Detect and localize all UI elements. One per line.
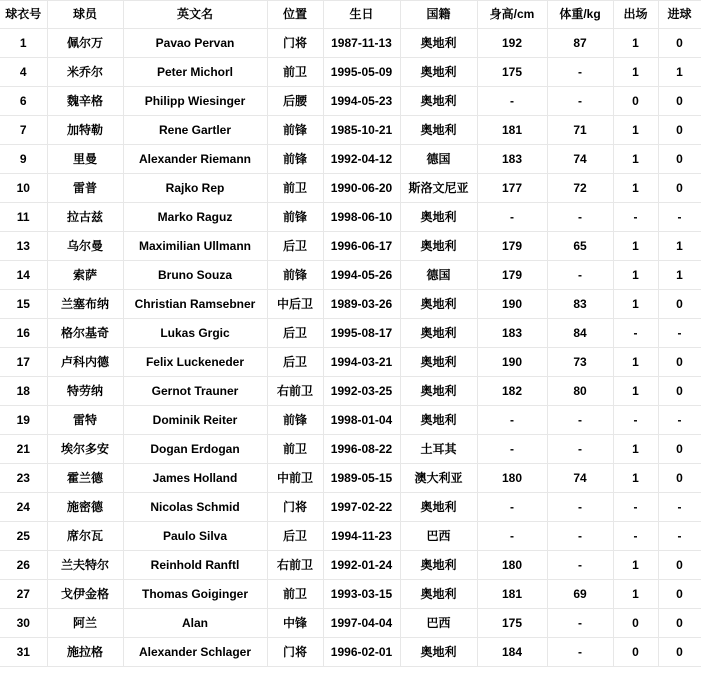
table-cell: Alexander Schlager <box>123 638 267 667</box>
table-cell: Bruno Souza <box>123 261 267 290</box>
column-header: 体重/kg <box>547 1 613 29</box>
column-header: 英文名 <box>123 1 267 29</box>
table-cell: - <box>613 522 658 551</box>
table-cell: 13 <box>0 232 47 261</box>
table-cell: 拉古兹 <box>47 203 123 232</box>
table-cell: Maximilian Ullmann <box>123 232 267 261</box>
table-cell: 0 <box>658 116 701 145</box>
table-row <box>0 464 701 493</box>
table-cell: 23 <box>0 464 47 493</box>
table-cell: 18 <box>0 377 47 406</box>
table-cell: 巴西 <box>400 522 477 551</box>
table-cell: 1 <box>613 435 658 464</box>
table-cell: 奥地利 <box>400 290 477 319</box>
table-cell: 1987-11-13 <box>323 29 400 58</box>
header-row <box>0 1 701 29</box>
table-cell: Reinhold Ranftl <box>123 551 267 580</box>
table-cell: 前锋 <box>267 116 323 145</box>
table-cell: 21 <box>0 435 47 464</box>
table-cell: 1994-05-26 <box>323 261 400 290</box>
table-cell: 奥地利 <box>400 232 477 261</box>
table-cell: - <box>547 435 613 464</box>
table-cell: 1995-05-09 <box>323 58 400 87</box>
table-cell: 后卫 <box>267 522 323 551</box>
table-cell: Alexander Riemann <box>123 145 267 174</box>
table-cell: 73 <box>547 348 613 377</box>
table-cell: 1 <box>0 29 47 58</box>
table-cell: 奥地利 <box>400 116 477 145</box>
table-cell: - <box>547 406 613 435</box>
column-header: 球员 <box>47 1 123 29</box>
table-cell: 80 <box>547 377 613 406</box>
table-cell: 11 <box>0 203 47 232</box>
table-cell: 1997-02-22 <box>323 493 400 522</box>
table-cell: 15 <box>0 290 47 319</box>
table-cell: 1992-04-12 <box>323 145 400 174</box>
table-row <box>0 116 701 145</box>
table-cell: 1 <box>613 29 658 58</box>
column-header: 身高/cm <box>477 1 547 29</box>
table-row <box>0 290 701 319</box>
table-cell: Nicolas Schmid <box>123 493 267 522</box>
table-cell: 奥地利 <box>400 493 477 522</box>
table-cell: 69 <box>547 580 613 609</box>
table-cell: - <box>547 493 613 522</box>
table-cell: 1 <box>613 116 658 145</box>
table-row <box>0 87 701 116</box>
table-row <box>0 493 701 522</box>
table-row <box>0 377 701 406</box>
table-cell: 1 <box>613 290 658 319</box>
table-cell: - <box>477 522 547 551</box>
table-cell: - <box>547 609 613 638</box>
table-cell: 24 <box>0 493 47 522</box>
table-cell: 后腰 <box>267 87 323 116</box>
table-cell: - <box>477 87 547 116</box>
table-cell: 索萨 <box>47 261 123 290</box>
table-row <box>0 58 701 87</box>
table-cell: 0 <box>658 174 701 203</box>
table-cell: - <box>658 522 701 551</box>
table-cell: 奥地利 <box>400 406 477 435</box>
table-row <box>0 145 701 174</box>
table-cell: 格尔基奇 <box>47 319 123 348</box>
table-cell: 1 <box>613 551 658 580</box>
table-cell: 魏辛格 <box>47 87 123 116</box>
table-cell: Christian Ramsebner <box>123 290 267 319</box>
table-cell: 卢科内德 <box>47 348 123 377</box>
table-cell: 177 <box>477 174 547 203</box>
table-cell: James Holland <box>123 464 267 493</box>
table-cell: 17 <box>0 348 47 377</box>
table-cell: 7 <box>0 116 47 145</box>
table-cell: 6 <box>0 87 47 116</box>
table-cell: - <box>658 493 701 522</box>
table-cell: 特劳纳 <box>47 377 123 406</box>
table-cell: 175 <box>477 58 547 87</box>
table-row <box>0 29 701 58</box>
table-cell: 179 <box>477 261 547 290</box>
table-cell: 27 <box>0 580 47 609</box>
table-cell: 14 <box>0 261 47 290</box>
table-cell: 1996-06-17 <box>323 232 400 261</box>
table-cell: 奥地利 <box>400 377 477 406</box>
table-cell: Gernot Trauner <box>123 377 267 406</box>
table-cell: 9 <box>0 145 47 174</box>
table-cell: 0 <box>658 638 701 667</box>
table-cell: 1994-05-23 <box>323 87 400 116</box>
table-cell: 奥地利 <box>400 319 477 348</box>
table-cell: 澳大利亚 <box>400 464 477 493</box>
table-cell: 179 <box>477 232 547 261</box>
table-cell: 0 <box>658 29 701 58</box>
table-cell: - <box>613 493 658 522</box>
table-cell: - <box>547 203 613 232</box>
table-cell: 84 <box>547 319 613 348</box>
table-cell: 雷特 <box>47 406 123 435</box>
table-row <box>0 203 701 232</box>
column-header: 生日 <box>323 1 400 29</box>
table-cell: 乌尔曼 <box>47 232 123 261</box>
table-cell: 0 <box>658 580 701 609</box>
table-cell: 施拉格 <box>47 638 123 667</box>
table-cell: 米乔尔 <box>47 58 123 87</box>
table-cell: 德国 <box>400 145 477 174</box>
table-cell: 1998-01-04 <box>323 406 400 435</box>
table-cell: 中后卫 <box>267 290 323 319</box>
table-cell: Dominik Reiter <box>123 406 267 435</box>
table-cell: - <box>477 435 547 464</box>
table-cell: 181 <box>477 580 547 609</box>
table-cell: 1 <box>613 58 658 87</box>
table-row <box>0 174 701 203</box>
table-cell: 175 <box>477 609 547 638</box>
table-cell: 前卫 <box>267 174 323 203</box>
column-header: 国籍 <box>400 1 477 29</box>
table-cell: 中前卫 <box>267 464 323 493</box>
table-cell: 184 <box>477 638 547 667</box>
table-cell: 1 <box>658 58 701 87</box>
table-cell: 雷普 <box>47 174 123 203</box>
table-cell: - <box>547 551 613 580</box>
table-row <box>0 580 701 609</box>
table-cell: Marko Raguz <box>123 203 267 232</box>
table-cell: Lukas Grgic <box>123 319 267 348</box>
table-cell: 佩尔万 <box>47 29 123 58</box>
table-cell: 霍兰德 <box>47 464 123 493</box>
table-cell: 前卫 <box>267 435 323 464</box>
table-cell: 0 <box>658 348 701 377</box>
table-cell: 1992-03-25 <box>323 377 400 406</box>
table-cell: 10 <box>0 174 47 203</box>
table-cell: 190 <box>477 348 547 377</box>
table-cell: 30 <box>0 609 47 638</box>
table-row <box>0 261 701 290</box>
table-cell: 席尔瓦 <box>47 522 123 551</box>
table-cell: 1996-08-22 <box>323 435 400 464</box>
table-cell: 奥地利 <box>400 29 477 58</box>
table-cell: 182 <box>477 377 547 406</box>
table-cell: 斯洛文尼亚 <box>400 174 477 203</box>
table-cell: 0 <box>658 464 701 493</box>
table-cell: - <box>613 406 658 435</box>
table-cell: - <box>547 58 613 87</box>
table-cell: 0 <box>658 551 701 580</box>
table-cell: 前锋 <box>267 406 323 435</box>
table-cell: Dogan Erdogan <box>123 435 267 464</box>
table-cell: - <box>477 406 547 435</box>
table-cell: 180 <box>477 464 547 493</box>
table-cell: 1985-10-21 <box>323 116 400 145</box>
table-cell: 后卫 <box>267 232 323 261</box>
table-cell: - <box>477 493 547 522</box>
table-cell: 183 <box>477 319 547 348</box>
table-cell: 门将 <box>267 493 323 522</box>
table-cell: 19 <box>0 406 47 435</box>
table-cell: Rene Gartler <box>123 116 267 145</box>
table-cell: 前锋 <box>267 145 323 174</box>
table-cell: 奥地利 <box>400 348 477 377</box>
table-cell: - <box>613 319 658 348</box>
table-cell: 施密德 <box>47 493 123 522</box>
table-cell: 74 <box>547 145 613 174</box>
table-cell: 72 <box>547 174 613 203</box>
table-cell: - <box>547 261 613 290</box>
table-cell: 中锋 <box>267 609 323 638</box>
table-cell: 兰夫特尔 <box>47 551 123 580</box>
table-cell: 1 <box>613 232 658 261</box>
table-cell: 门将 <box>267 29 323 58</box>
table-cell: 1994-03-21 <box>323 348 400 377</box>
table-cell: 0 <box>658 435 701 464</box>
table-row <box>0 406 701 435</box>
table-row <box>0 232 701 261</box>
table-cell: 1998-06-10 <box>323 203 400 232</box>
table-cell: 1 <box>613 377 658 406</box>
table-cell: 181 <box>477 116 547 145</box>
table-cell: Philipp Wiesinger <box>123 87 267 116</box>
table-cell: 0 <box>658 87 701 116</box>
table-cell: Thomas Goiginger <box>123 580 267 609</box>
table-cell: 巴西 <box>400 609 477 638</box>
table-cell: 74 <box>547 464 613 493</box>
table-cell: - <box>547 522 613 551</box>
table-cell: 前锋 <box>267 203 323 232</box>
table-cell: 1989-03-26 <box>323 290 400 319</box>
table-row <box>0 551 701 580</box>
table-cell: 1 <box>613 464 658 493</box>
table-cell: 奥地利 <box>400 203 477 232</box>
table-cell: 1990-06-20 <box>323 174 400 203</box>
table-cell: 奥地利 <box>400 551 477 580</box>
table-cell: 奥地利 <box>400 580 477 609</box>
column-header: 出场 <box>613 1 658 29</box>
table-row <box>0 638 701 667</box>
table-cell: 右前卫 <box>267 551 323 580</box>
table-cell: 奥地利 <box>400 87 477 116</box>
table-cell: 1995-08-17 <box>323 319 400 348</box>
table-cell: Peter Michorl <box>123 58 267 87</box>
table-cell: - <box>547 638 613 667</box>
table-cell: 1 <box>613 580 658 609</box>
table-cell: 后卫 <box>267 348 323 377</box>
table-cell: 奥地利 <box>400 638 477 667</box>
table-cell: 里曼 <box>47 145 123 174</box>
table-cell: 1 <box>613 348 658 377</box>
table-cell: 埃尔多安 <box>47 435 123 464</box>
table-cell: 后卫 <box>267 319 323 348</box>
table-cell: 前锋 <box>267 261 323 290</box>
table-cell: 16 <box>0 319 47 348</box>
table-cell: 前卫 <box>267 58 323 87</box>
table-cell: 87 <box>547 29 613 58</box>
table-cell: Alan <box>123 609 267 638</box>
table-row <box>0 319 701 348</box>
table-body <box>0 29 701 667</box>
table-cell: 0 <box>658 290 701 319</box>
table-cell: - <box>658 319 701 348</box>
table-cell: 戈伊金格 <box>47 580 123 609</box>
table-cell: 0 <box>613 609 658 638</box>
table-cell: 190 <box>477 290 547 319</box>
table-cell: 0 <box>658 609 701 638</box>
table-cell: 183 <box>477 145 547 174</box>
table-cell: 1993-03-15 <box>323 580 400 609</box>
table-cell: 0 <box>658 145 701 174</box>
table-cell: 4 <box>0 58 47 87</box>
table-cell: 门将 <box>267 638 323 667</box>
column-header: 位置 <box>267 1 323 29</box>
table-cell: Pavao Pervan <box>123 29 267 58</box>
table-cell: - <box>613 203 658 232</box>
table-cell: 0 <box>658 377 701 406</box>
table-cell: 土耳其 <box>400 435 477 464</box>
table-cell: 1 <box>613 145 658 174</box>
table-cell: Rajko Rep <box>123 174 267 203</box>
table-row <box>0 609 701 638</box>
table-cell: 德国 <box>400 261 477 290</box>
table-cell: - <box>547 87 613 116</box>
table-cell: 65 <box>547 232 613 261</box>
table-cell: 26 <box>0 551 47 580</box>
table-header <box>0 1 701 29</box>
column-header: 球衣号 <box>0 1 47 29</box>
table-cell: 83 <box>547 290 613 319</box>
table-cell: 0 <box>613 638 658 667</box>
column-header: 进球 <box>658 1 701 29</box>
table-row <box>0 348 701 377</box>
table-cell: Felix Luckeneder <box>123 348 267 377</box>
table-cell: 1997-04-04 <box>323 609 400 638</box>
table-cell: 192 <box>477 29 547 58</box>
table-cell: 1 <box>658 261 701 290</box>
table-cell: 1 <box>613 261 658 290</box>
table-cell: 180 <box>477 551 547 580</box>
table-cell: - <box>477 203 547 232</box>
table-cell: 71 <box>547 116 613 145</box>
table-cell: 1 <box>658 232 701 261</box>
table-row <box>0 522 701 551</box>
table-cell: 奥地利 <box>400 58 477 87</box>
table-cell: Paulo Silva <box>123 522 267 551</box>
table-cell: 前卫 <box>267 580 323 609</box>
table-cell: 兰塞布纳 <box>47 290 123 319</box>
table-cell: 1 <box>613 174 658 203</box>
table-cell: 1992-01-24 <box>323 551 400 580</box>
table-cell: 加特勒 <box>47 116 123 145</box>
table-cell: 1994-11-23 <box>323 522 400 551</box>
table-cell: - <box>658 203 701 232</box>
table-cell: 1989-05-15 <box>323 464 400 493</box>
table-cell: 0 <box>613 87 658 116</box>
table-row <box>0 435 701 464</box>
table-cell: 右前卫 <box>267 377 323 406</box>
table-cell: 31 <box>0 638 47 667</box>
table-cell: 阿兰 <box>47 609 123 638</box>
table-cell: 25 <box>0 522 47 551</box>
table-cell: 1996-02-01 <box>323 638 400 667</box>
table-cell: - <box>658 406 701 435</box>
